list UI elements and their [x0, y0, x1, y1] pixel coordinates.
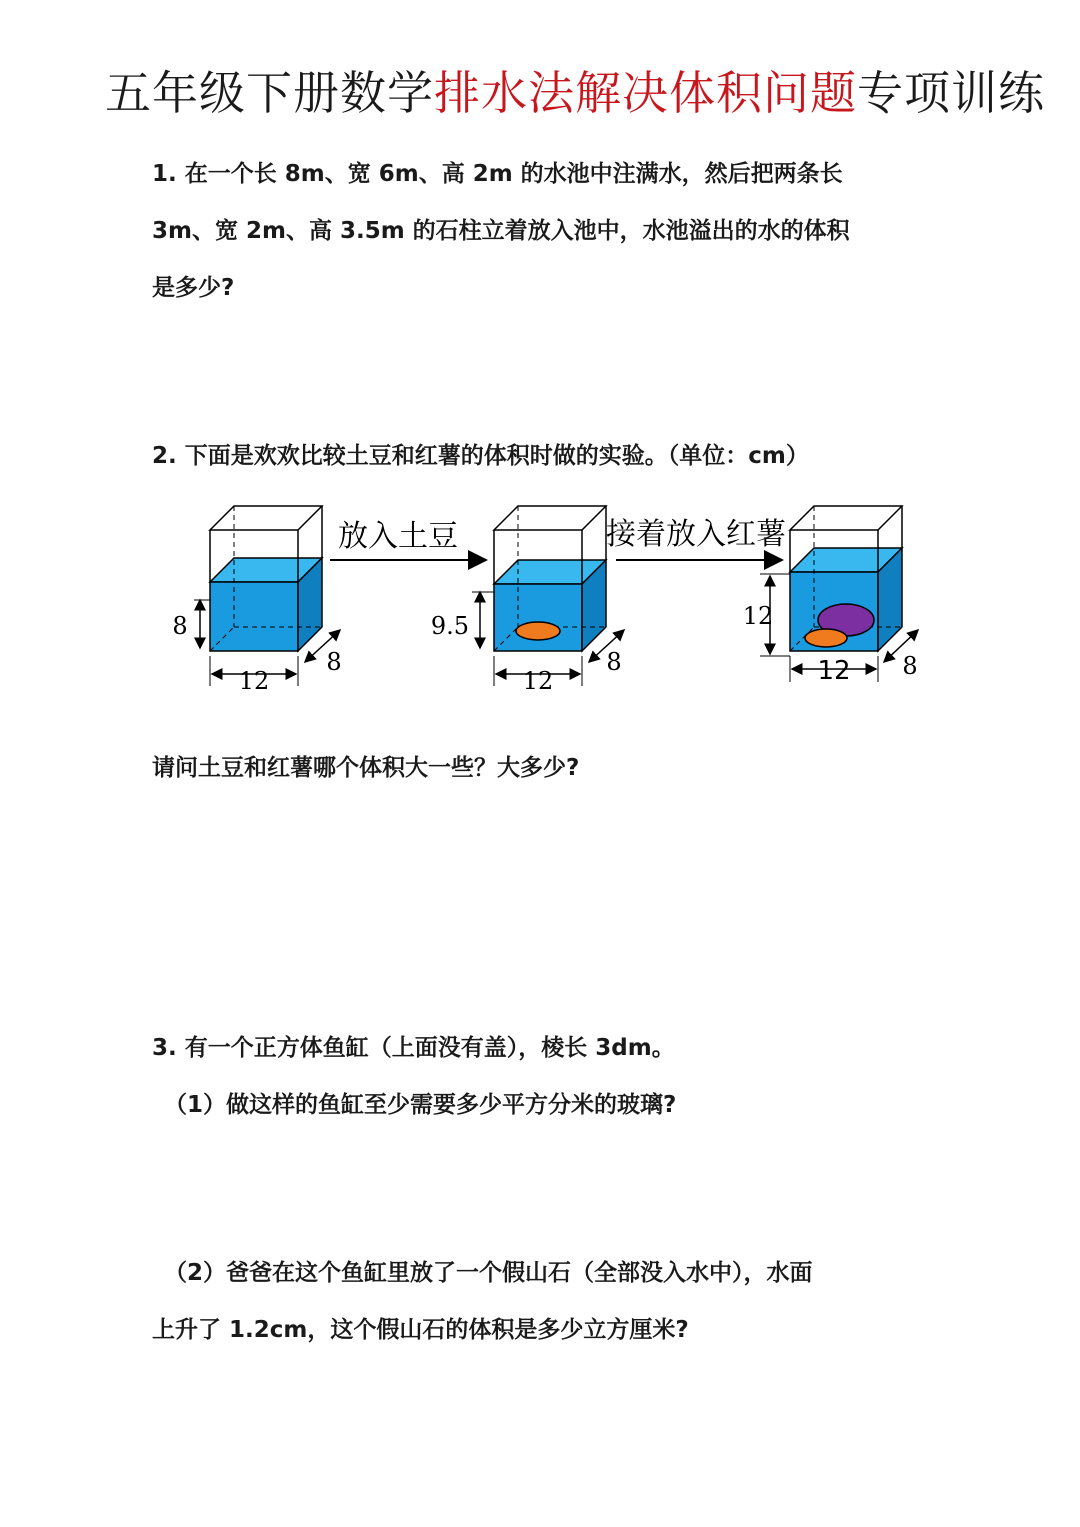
box-2-width-label: 8 — [606, 648, 622, 676]
question-3-part-2 — [164, 1245, 924, 1302]
question-3-part-2-continued — [152, 1302, 912, 1359]
box-1-width-label: 8 — [326, 648, 342, 676]
arrow-add-potato — [330, 519, 486, 560]
question-3-intro-text: 3. 有一个正方体鱼缸（上面没有盖），棱长 3dm。 — [152, 1035, 675, 1061]
box-2-length-label: 12 — [522, 667, 554, 695]
question-2-ask-text: 请问土豆和红薯哪个体积大一些？大多少? — [152, 755, 580, 781]
question-3-part-2-line-2: 上升了 1.2cm，这个假山石的体积是多少立方厘米? — [152, 1317, 689, 1343]
box-2-height-label: 9.5 — [430, 612, 470, 640]
box-3-length-label: 12 — [817, 656, 851, 686]
question-3-intro — [152, 1020, 912, 1077]
box-1-height-label: 8 — [172, 612, 188, 640]
question-3-part-2-line-1: （2）爸爸在这个鱼缸里放了一个假山石（全部没入水中），水面 — [164, 1260, 813, 1286]
question-2-intro — [152, 428, 912, 485]
question-2-ask — [152, 740, 912, 797]
box-1-length-label: 12 — [238, 667, 270, 695]
container-2 — [431, 506, 624, 695]
title-part-3: 专项训练 — [857, 66, 1045, 120]
box-3-width-label: 8 — [902, 652, 918, 680]
question-1 — [152, 146, 912, 317]
arrow-add-sweet-potato — [606, 517, 786, 560]
title-part-2: 排水法解决体积问题 — [434, 66, 857, 120]
container-1 — [172, 506, 341, 695]
question-1-line-1: 1. 在一个长 8m、宽 6m、高 2m 的水池中注满水，然后把两条长 — [152, 161, 843, 187]
question-1-line-2: 3m、宽 2m、高 3.5m 的石柱立着放入池中，水池溢出的水的体积 — [152, 218, 850, 244]
question-1-line-3: 是多少? — [152, 275, 235, 301]
potato-shape — [516, 622, 560, 640]
arrow-2-label: 接着放入红薯 — [606, 517, 786, 552]
box-3-height-label: 12 — [742, 602, 774, 630]
question-2-intro-text: 2. 下面是欢欢比较土豆和红薯的体积时做的实验。（单位：cm） — [152, 443, 809, 469]
question-3-part-1 — [164, 1077, 924, 1134]
arrow-1-label: 放入土豆 — [338, 519, 458, 554]
question-3-part-1-text: （1）做这样的鱼缸至少需要多少平方分米的玻璃? — [164, 1092, 677, 1118]
potato-shape-2 — [805, 629, 847, 647]
title-part-1: 五年级下册数学 — [105, 66, 434, 120]
page-title — [0, 58, 1080, 128]
experiment-diagram — [160, 496, 930, 701]
